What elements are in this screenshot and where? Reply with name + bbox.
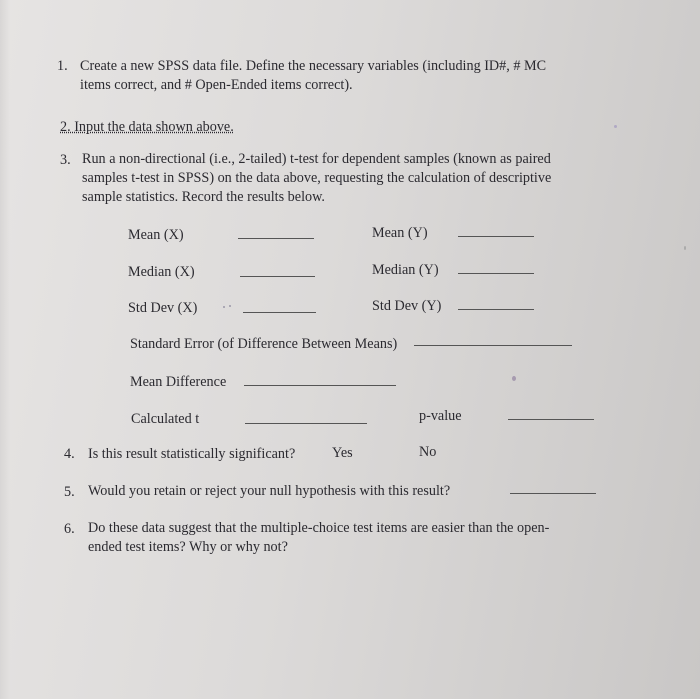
q3-line3: sample statistics. Record the results below. [82, 189, 325, 205]
median-y-blank[interactable] [458, 273, 534, 274]
q6-number: 6. [64, 521, 75, 537]
calc-t-label: Calculated t [131, 411, 200, 427]
p-value-blank[interactable] [508, 419, 594, 420]
paper-speck [229, 305, 231, 307]
mean-y-blank[interactable] [458, 236, 534, 237]
mean-x-blank[interactable] [238, 238, 314, 239]
mean-diff-blank[interactable] [244, 385, 396, 386]
q4-number: 4. [64, 446, 75, 462]
paper-speck [614, 125, 617, 128]
median-y-label: Median (Y) [372, 262, 439, 278]
q4-no-option[interactable]: No [419, 444, 437, 460]
q1-line1: Create a new SPSS data file. Define the necessary variables (including ID#, # MC [80, 58, 547, 74]
median-x-blank[interactable] [240, 276, 315, 277]
se-diff-label: Standard Error (of Difference Between Means) [130, 336, 398, 352]
mean-x-label: Mean (X) [128, 227, 184, 243]
median-x-label: Median (X) [128, 264, 195, 280]
paper-speck [684, 246, 686, 250]
mean-y-label: Mean (Y) [372, 225, 428, 241]
mean-diff-label: Mean Difference [130, 374, 227, 390]
q3-number: 3. [60, 152, 71, 168]
sd-x-label: Std Dev (X) [128, 300, 198, 316]
q3-line2: samples t-test in SPSS) on the data above, requesting the calculation of descriptive [82, 170, 552, 186]
q6-line2: ended test items? Why or why not? [88, 539, 288, 555]
q1-number: 1. [57, 58, 68, 74]
q5-text: Would you retain or reject your null hypothesis with this result? [88, 483, 451, 499]
q2-text: 2. Input the data shown above. [60, 119, 234, 135]
calc-t-blank[interactable] [245, 423, 367, 424]
q4-text: Is this result statistically significant? [88, 446, 296, 462]
paper-speck [512, 376, 516, 381]
page-shadow-edge [0, 0, 10, 699]
sd-y-blank[interactable] [458, 309, 534, 310]
q3-line1: Run a non-directional (i.e., 2-tailed) t-test for dependent samples (known as paired [82, 151, 551, 167]
q5-number: 5. [64, 484, 75, 500]
q5-blank[interactable] [510, 493, 596, 494]
p-value-label: p-value [419, 408, 462, 424]
q6-line1: Do these data suggest that the multiple-choice test items are easier than the open- [88, 520, 550, 536]
q4-yes-option[interactable]: Yes [332, 445, 353, 461]
q1-line2: items correct, and # Open-Ended items correct). [80, 77, 353, 93]
sd-y-label: Std Dev (Y) [372, 298, 442, 314]
sd-x-blank[interactable] [243, 312, 316, 313]
se-diff-blank[interactable] [414, 345, 572, 346]
paper-speck [223, 306, 225, 308]
